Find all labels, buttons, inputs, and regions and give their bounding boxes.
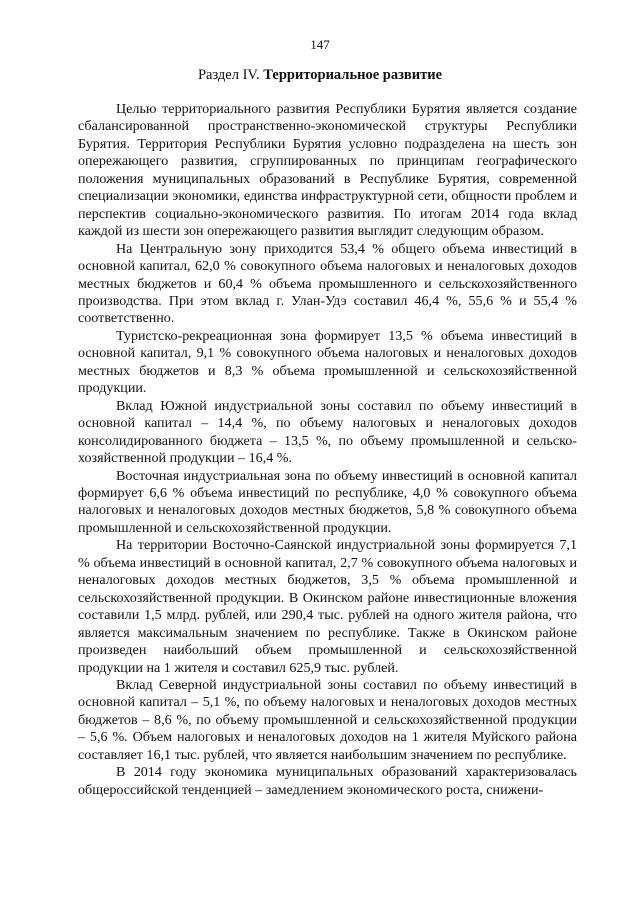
paragraph: Туристско-рекреационная зона формирует 13,5 % объема инвестиций в основной капитал, 9,1 % совокупного объема налоговых и неналоговых доходов местных бюджетов и 8,3 % объема промышленной и сельскохозяйственной продукции. [78,327,577,397]
paragraph: На Центральную зону приходится 53,4 % общего объема инвестиций в основной капитал, 62,0 % совокупного объема налоговых и неналоговых доходов местных бюджетов и 60,4 % объема промышленного и сельскохозяйственного производства. При этом вклад г. Улан-Удэ составил 46,4 %, 55,6 % и 55,4 % соответственно. [78,240,577,327]
paragraph: В 2014 году экономика муниципальных образований характеризовалась общероссийской тенденцией – замедлением экономического роста, снижени- [78,764,577,798]
paragraph: Вклад Южной индустриальной зоны составил по объему инвестиций в основной капитал – 14,4 %, по объему налоговых и неналоговых доходов консолидированного бюджета – 13,5 %, по объему промышленной и сельскохозяйственной продукции – 16,4 %. [78,397,577,467]
section-title: Территориальное развитие [263,67,443,83]
body-text [78,101,577,799]
paragraph: Вклад Северной индустриальной зоны составил по объему инвестиций в основной капитал – 5,1 %, по объему налоговых и неналоговых доходов местных бюджетов – 8,6 %, по объему промышленной и сельскохозяйственной продукции – 5,6 %. Объем налоговых и неналоговых доходов на 1 жителя Муйского района составляет 16,1 тыс. рублей, что является наибольшим значением по республике. [78,676,577,763]
section-heading [0,66,640,84]
section-prefix: Раздел IV. [197,67,260,83]
page-number: 147 [310,37,330,52]
paragraph: Целью территориального развития Республики Бурятия является создание сбалансированной пространственно-экономической структуры Республики Бурятия. Территория Республики Бурятия условно подразделена на шесть зон опережающего развития, сгруппированных по принципам географического положения муниципальных образований в Республике Бурятия, современной специализации экономики, единства инфраструктурной сети, общности проблем и перспектив социально-экономического развития. По итогам 2014 года вклад каждой из шести зон опережающего развития выглядит следующим образом. [78,101,577,240]
paragraph: На территории Восточно-Саянской индустриальной зоны формируется 7,1 % объема инвестиций в основной капитал, 2,7 % совокупного объема налоговых и неналоговых доходов местных бюджетов, 3,5 % объема промышленной и сельскохозяйственной продукции. В Окинском районе инвестиционные вложения составили 1,5 млрд. рублей, или 290,4 тыс. рублей на одного жителя района, что является максимальным значением по республике. Также в Окинском районе произведен наибольший объем промышленной и сельскохозяйственной продукции на 1 жителя и составил 625,9 тыс. рублей. [78,537,577,676]
paragraph: Восточная индустриальная зона по объему инвестиций в основной капитал формирует 6,6 % объема инвестиций по республике, 4,0 % совокупного объема налоговых и неналоговых доходов местных бюджетов, 5,8 % совокупного объема промышленной и сельскохозяйственной продукции. [78,467,577,536]
